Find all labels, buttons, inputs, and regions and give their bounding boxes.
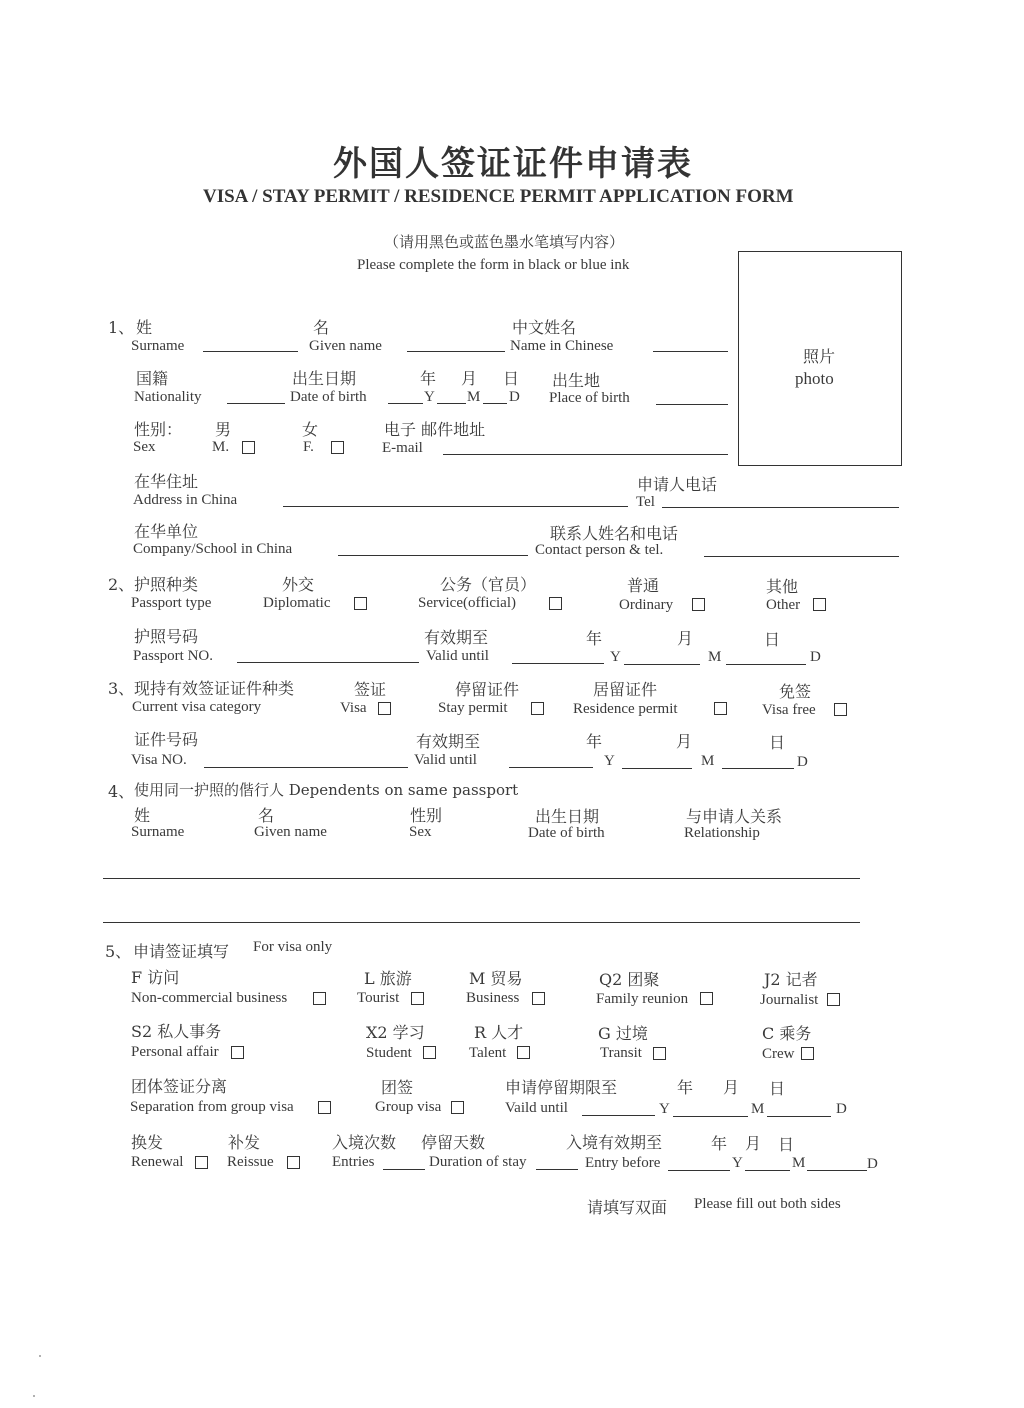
visa-day-zh: 日	[769, 733, 786, 752]
photo-label-en: photo	[795, 369, 834, 388]
entry-before-y: Y	[732, 1155, 743, 1171]
male-checkbox[interactable]	[242, 441, 255, 454]
stay-period-month-field[interactable]	[673, 1116, 748, 1117]
dob-month-field[interactable]	[437, 403, 466, 404]
tel-en: Tel	[636, 494, 655, 510]
service-zh: 公务（官员）	[440, 575, 537, 594]
residence-permit-checkbox[interactable]	[714, 702, 727, 715]
diplomatic-en: Diplomatic	[263, 595, 331, 611]
g-transit-zh: G 过境	[598, 1024, 648, 1043]
visa-only-zh: 申请签证填写	[133, 942, 230, 961]
ink-note-zh: （请用黑色或蓝色墨水笔填写内容）	[384, 233, 625, 251]
visa-d: D	[797, 754, 808, 770]
female-checkbox[interactable]	[331, 441, 344, 454]
entry-before-year-field[interactable]	[668, 1170, 730, 1171]
dep-relationship-en: Relationship	[684, 825, 760, 841]
j2-journalist-checkbox[interactable]	[827, 993, 840, 1006]
dep-given-en: Given name	[254, 824, 327, 840]
diplomatic-checkbox[interactable]	[354, 597, 367, 610]
passport-valid-month-field[interactable]	[624, 664, 700, 665]
stay-period-m: M	[751, 1101, 765, 1117]
surname-zh: 姓	[136, 318, 153, 337]
dob-day-field[interactable]	[483, 403, 507, 404]
reissue-zh: 补发	[228, 1133, 261, 1152]
dob-m: M	[467, 389, 481, 405]
other-zh: 其他	[766, 577, 799, 596]
j2-journalist-en: Journalist	[760, 992, 819, 1008]
x2-student-checkbox[interactable]	[423, 1046, 436, 1059]
passport-no-zh: 护照号码	[134, 627, 199, 646]
dob-month-zh: 月	[461, 369, 478, 388]
q2-reunion-checkbox[interactable]	[700, 992, 713, 1005]
visa-only-en: For visa only	[253, 939, 333, 955]
section-3-number: 3、	[108, 679, 135, 698]
dep-sex-zh: 性别	[410, 806, 443, 825]
stay-period-en: Vaild until	[505, 1100, 568, 1116]
other-checkbox[interactable]	[813, 598, 826, 611]
stay-period-day-field[interactable]	[767, 1116, 831, 1117]
dob-day-zh: 日	[503, 369, 520, 388]
reissue-checkbox[interactable]	[287, 1156, 300, 1169]
group-visa-checkbox[interactable]	[451, 1101, 464, 1114]
duration-en: Duration of stay	[429, 1154, 527, 1170]
visa-free-zh: 免签	[779, 682, 812, 701]
group-separation-checkbox[interactable]	[318, 1101, 331, 1114]
m-business-en: Business	[466, 990, 520, 1006]
contact-field[interactable]	[704, 556, 899, 557]
visa-no-zh: 证件号码	[134, 730, 199, 749]
j2-journalist-zh: J2 记者	[764, 970, 818, 989]
tel-zh: 申请人电话	[637, 475, 718, 494]
stay-period-year-field[interactable]	[582, 1115, 655, 1116]
dob-year-field[interactable]	[388, 403, 423, 404]
other-en: Other	[766, 597, 801, 613]
passport-type-zh: 护照种类	[134, 575, 199, 594]
stay-permit-en: Stay permit	[438, 700, 508, 716]
stay-period-day-zh: 日	[769, 1079, 786, 1098]
ordinary-zh: 普通	[627, 576, 660, 595]
group-separation-en: Separation from group visa	[130, 1099, 294, 1115]
dep-surname-en: Surname	[131, 824, 185, 840]
email-field[interactable]	[443, 454, 728, 455]
dob-year-zh: 年	[420, 369, 437, 388]
stay-period-year-zh: 年	[677, 1078, 694, 1097]
l-tourism-en: Tourist	[357, 990, 400, 1006]
surname-field[interactable]	[203, 351, 298, 352]
r-talent-zh: R 人才	[474, 1023, 524, 1042]
dob-en: Date of birth	[290, 389, 367, 405]
passport-valid-en: Valid until	[426, 648, 489, 664]
stay-permit-checkbox[interactable]	[531, 702, 544, 715]
passport-year-zh: 年	[586, 629, 603, 648]
female-zh: 女	[302, 420, 319, 439]
visa-month-zh: 月	[676, 732, 693, 751]
chinese-name-en: Name in Chinese	[510, 338, 614, 354]
residence-permit-zh: 居留证件	[593, 680, 658, 699]
dob-y: Y	[424, 389, 435, 405]
dep-relationship-zh: 与申请人关系	[686, 807, 783, 826]
c-crew-zh: C 乘务	[762, 1024, 812, 1043]
r-talent-en: Talent	[469, 1045, 507, 1061]
chinese-name-field[interactable]	[653, 351, 728, 352]
duration-zh: 停留天数	[421, 1133, 486, 1152]
address-zh: 在华住址	[134, 472, 199, 491]
stay-period-y: Y	[659, 1101, 670, 1117]
visa-zh: 签证	[354, 680, 387, 699]
entry-before-month-zh: 月	[745, 1134, 762, 1153]
scan-speck	[33, 1395, 35, 1397]
m-business-zh: M 贸易	[469, 969, 523, 988]
group-visa-zh: 团签	[381, 1078, 414, 1097]
ordinary-checkbox[interactable]	[692, 598, 705, 611]
passport-y: Y	[610, 649, 621, 665]
m-business-checkbox[interactable]	[532, 992, 545, 1005]
residence-permit-en: Residence permit	[573, 701, 678, 717]
renewal-zh: 换发	[131, 1133, 164, 1152]
given-name-en: Given name	[309, 338, 382, 354]
passport-day-zh: 日	[764, 630, 781, 649]
visa-checkbox[interactable]	[378, 702, 391, 715]
l-tourism-zh: L 旅游	[364, 969, 412, 988]
entry-before-en: Entry before	[585, 1155, 661, 1171]
f-visit-en: Non-commercial business	[131, 990, 288, 1006]
stay-period-d: D	[836, 1101, 847, 1117]
email-en: E-mail	[382, 440, 423, 456]
entry-before-m: M	[792, 1155, 806, 1171]
visa-valid-year-field[interactable]	[509, 767, 593, 768]
scan-speck	[39, 1355, 41, 1357]
visa-valid-month-field[interactable]	[622, 768, 692, 769]
passport-m: M	[708, 649, 722, 665]
x2-student-zh: X2 学习	[366, 1023, 425, 1042]
pob-zh: 出生地	[552, 371, 601, 390]
entry-before-day-zh: 日	[778, 1135, 795, 1154]
entry-before-zh: 入境有效期至	[566, 1133, 663, 1152]
dep-dob-en: Date of birth	[528, 825, 605, 841]
entry-before-month-field[interactable]	[745, 1170, 790, 1171]
entry-before-day-field[interactable]	[807, 1170, 867, 1171]
male-zh: 男	[215, 420, 232, 439]
reissue-en: Reissue	[227, 1154, 274, 1170]
title-en: VISA / STAY PERMIT / RESIDENCE PERMIT APPLICATION FORM	[203, 186, 794, 207]
entries-field[interactable]	[383, 1169, 425, 1170]
address-en: Address in China	[133, 492, 238, 508]
visa-free-en: Visa free	[762, 702, 816, 718]
passport-no-en: Passport NO.	[133, 648, 214, 664]
contact-en: Contact person & tel.	[535, 542, 664, 558]
group-visa-en: Group visa	[375, 1099, 442, 1115]
q2-reunion-en: Family reunion	[596, 991, 689, 1007]
tel-field[interactable]	[662, 507, 899, 508]
passport-d: D	[810, 649, 821, 665]
dob-d: D	[509, 389, 520, 405]
x2-student-en: Student	[366, 1045, 412, 1061]
stay-period-zh: 申请停留期限至	[505, 1078, 618, 1097]
photo-label-zh: 照片	[803, 347, 836, 366]
c-crew-en: Crew	[762, 1046, 795, 1062]
visa-valid-day-field[interactable]	[722, 768, 794, 769]
visa-valid-zh: 有效期至	[416, 732, 481, 751]
ordinary-en: Ordinary	[619, 597, 674, 613]
fill-both-sides-zh: 请填写双面	[587, 1198, 668, 1217]
r-talent-checkbox[interactable]	[517, 1046, 530, 1059]
visa-y: Y	[604, 753, 615, 769]
passport-valid-day-field[interactable]	[726, 664, 806, 665]
passport-no-field[interactable]	[237, 662, 419, 663]
duration-field[interactable]	[536, 1169, 578, 1170]
section-4-number: 4、	[108, 782, 135, 801]
passport-type-en: Passport type	[131, 595, 212, 611]
f-visit-checkbox[interactable]	[313, 992, 326, 1005]
stay-period-month-zh: 月	[723, 1078, 740, 1097]
pob-field[interactable]	[656, 404, 728, 405]
renewal-checkbox[interactable]	[195, 1156, 208, 1169]
s2-personal-checkbox[interactable]	[231, 1046, 244, 1059]
renewal-en: Renewal	[131, 1154, 184, 1170]
visa-m: M	[701, 753, 715, 769]
c-crew-checkbox[interactable]	[801, 1047, 814, 1060]
nationality-zh: 国籍	[136, 369, 169, 388]
diplomatic-zh: 外交	[282, 575, 315, 594]
given-name-zh: 名	[313, 318, 330, 337]
entries-zh: 入境次数	[332, 1133, 397, 1152]
contact-zh: 联系人姓名和电话	[550, 524, 679, 543]
f-visit-zh: F 访问	[131, 968, 180, 987]
q2-reunion-zh: Q2 团聚	[599, 970, 660, 989]
company-en: Company/School in China	[133, 541, 293, 557]
surname-en: Surname	[131, 338, 185, 354]
entry-before-year-zh: 年	[711, 1134, 728, 1153]
service-en: Service(official)	[418, 595, 517, 611]
passport-valid-zh: 有效期至	[424, 628, 489, 647]
dep-dob-zh: 出生日期	[535, 807, 600, 826]
company-zh: 在华单位	[134, 522, 199, 541]
g-transit-checkbox[interactable]	[653, 1047, 666, 1060]
address-field[interactable]	[283, 506, 628, 507]
dep-sex-en: Sex	[409, 824, 432, 840]
group-separation-zh: 团体签证分离	[131, 1077, 228, 1096]
s2-personal-zh: S2 私人事务	[131, 1022, 222, 1041]
chinese-name-zh: 中文姓名	[512, 318, 577, 337]
section-1-number: 1、	[108, 318, 135, 337]
sex-zh: 性别：	[134, 420, 183, 439]
nationality-en: Nationality	[134, 389, 202, 405]
company-field[interactable]	[338, 555, 528, 556]
section-2-number: 2、	[108, 575, 135, 594]
entries-en: Entries	[332, 1154, 375, 1170]
l-tourism-checkbox[interactable]	[411, 992, 424, 1005]
visa-no-field[interactable]	[204, 767, 408, 768]
nationality-field[interactable]	[227, 403, 285, 404]
visa-year-zh: 年	[586, 732, 603, 751]
ink-note-en: Please complete the form in black or blue ink	[357, 257, 630, 273]
entry-before-d: D	[867, 1156, 878, 1172]
s2-personal-en: Personal affair	[131, 1044, 219, 1060]
g-transit-en: Transit	[600, 1045, 642, 1061]
given-name-field[interactable]	[407, 351, 505, 352]
visa-category-zh: 现持有效签证证件种类	[134, 679, 295, 698]
dep-surname-zh: 姓	[134, 806, 151, 825]
stay-permit-zh: 停留证件	[455, 680, 520, 699]
email-zh: 电子 邮件地址	[384, 420, 486, 439]
dependent-row-1-line[interactable]	[103, 878, 860, 879]
male-en: M.	[212, 439, 230, 455]
dep-given-zh: 名	[258, 806, 275, 825]
dependents-heading: 使用同一护照的偕行人 Dependents on same passport	[134, 781, 519, 799]
female-en: F.	[303, 439, 314, 455]
visa-category-en: Current visa category	[132, 699, 262, 715]
passport-valid-year-field[interactable]	[512, 663, 604, 664]
visa-no-en: Visa NO.	[131, 752, 187, 768]
pob-en: Place of birth	[549, 390, 630, 406]
sex-en: Sex	[133, 439, 156, 455]
service-checkbox[interactable]	[549, 597, 562, 610]
visa-en: Visa	[340, 700, 367, 716]
fill-both-sides-en: Please fill out both sides	[694, 1196, 841, 1212]
dob-zh: 出生日期	[292, 369, 357, 388]
dependent-row-2-line[interactable]	[103, 922, 860, 923]
visa-valid-en: Valid until	[414, 752, 477, 768]
passport-month-zh: 月	[677, 629, 694, 648]
section-5-number: 5、	[105, 942, 132, 961]
title-zh: 外国人签证证件申请表	[333, 144, 693, 184]
visa-free-checkbox[interactable]	[834, 703, 847, 716]
